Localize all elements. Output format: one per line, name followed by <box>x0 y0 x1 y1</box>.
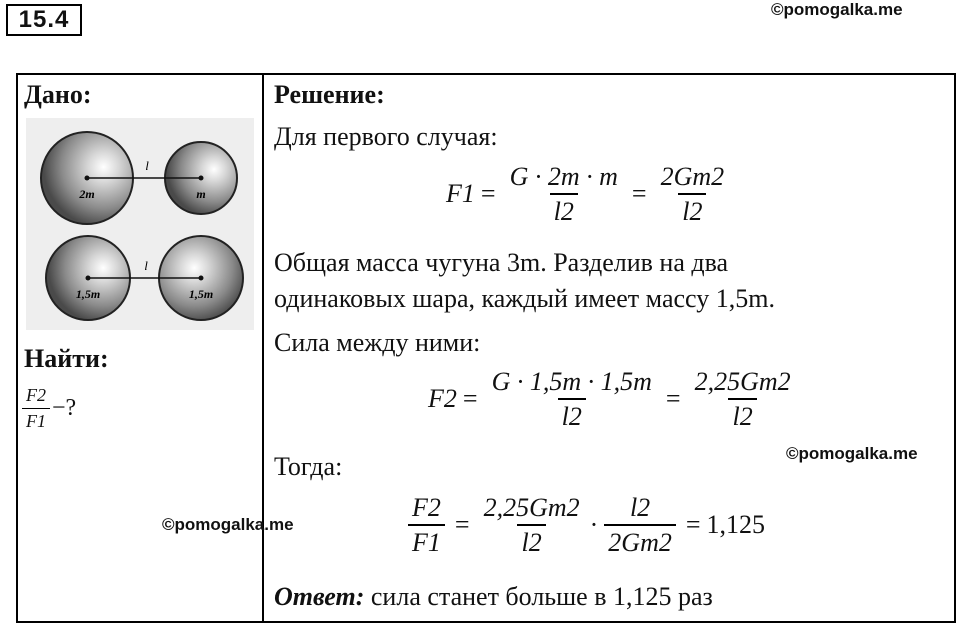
eq1-n1: G · 2m · m <box>509 162 618 191</box>
solution-line-1: Для первого случая: <box>274 122 498 151</box>
equation-3: $\frac{F2}{F1}$ = $\frac{2,25Gm2}{l2}$ · $\frac{l2}{2Gm2}$ = 1,125 <box>404 494 765 557</box>
eq1-n2: 2Gm2 <box>660 162 725 191</box>
solution-line-4: Сила между ними: <box>274 328 481 357</box>
solution-line-2: Общая масса чугуна 3m. Разделив на два <box>274 248 729 277</box>
answer-line <box>274 584 713 610</box>
eq2-d2: l2 <box>728 398 756 430</box>
eq3-d2: 2Gm2 <box>604 524 676 556</box>
problem-number: 15.4 <box>6 4 82 36</box>
mass-label-left: 1,5m <box>75 287 101 301</box>
eq3-n2: l2 <box>629 493 651 522</box>
given-heading: Дано: <box>24 80 92 109</box>
eq1-d2: l2 <box>678 193 706 225</box>
eq1-lhs: F1 <box>446 179 475 209</box>
eq2-d1: l2 <box>558 398 586 430</box>
find-suffix: −? <box>52 394 77 421</box>
answer-label: Ответ: <box>274 582 365 611</box>
find-expression <box>22 386 76 431</box>
eq3-ln: F2 <box>412 493 441 522</box>
watermark-middle: ©pomogalka.me <box>786 444 918 463</box>
eq3-result: 1,125 <box>706 510 766 540</box>
find-num: F2 <box>26 385 46 405</box>
answer-text: сила станет больше в 1,125 раз <box>370 582 713 611</box>
eq2-lhs: F2 <box>428 384 457 414</box>
mass-label-right: 1,5m <box>188 287 214 301</box>
mass-label-m: m <box>196 187 206 201</box>
equation-2: F2 = $\frac{G \cdot 1,5m \cdot 1,5m}{l2}$ = $\frac{2,25Gm2}{l2}$ <box>428 368 799 431</box>
eq3-n1: 2,25Gm2 <box>483 493 580 522</box>
column-divider <box>262 73 264 623</box>
solution-line-3: одинаковых шара, каждый имеет массу 1,5m. <box>274 284 775 313</box>
eq3-d1: l2 <box>517 524 545 556</box>
eq3-ld: F1 <box>408 524 445 556</box>
mass-label-2m: 2m <box>79 187 95 201</box>
spheres-figure <box>26 118 254 330</box>
solution-line-5: Тогда: <box>274 452 343 481</box>
watermark-top: ©pomogalka.me <box>771 0 903 19</box>
equation-1: F1 = $\frac{G \cdot 2m \cdot m}{l2}$ = $\frac{2Gm2}{l2}$ <box>446 163 732 226</box>
find-heading: Найти: <box>24 344 109 373</box>
eq2-n2: 2,25Gm2 <box>694 367 791 396</box>
distance-label-bottom: l <box>144 258 148 273</box>
eq1-d1: l2 <box>550 193 578 225</box>
solution-heading: Решение: <box>274 80 385 109</box>
distance-label-top: l <box>145 158 149 173</box>
eq2-n1: G · 1,5m · 1,5m <box>491 367 652 396</box>
find-den: F1 <box>22 408 50 431</box>
watermark-left: ©pomogalka.me <box>162 515 294 534</box>
